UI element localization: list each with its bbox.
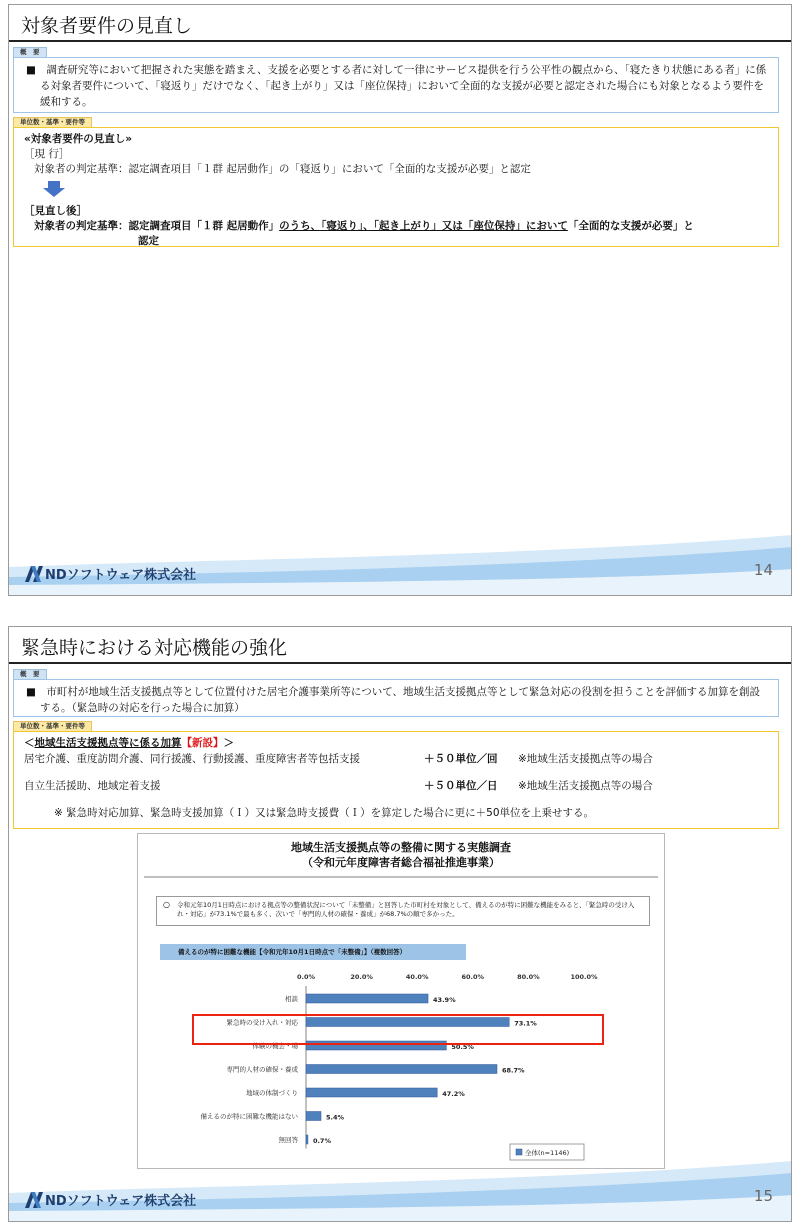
after-text [24, 219, 768, 234]
category-label: 緊急時の受け入れ・対応 [226, 1018, 298, 1027]
x-tick-label: 20.0% [350, 973, 373, 981]
slide-title: 緊急時における対応機能の強化 [21, 637, 288, 659]
x-tick-label: 40.0% [405, 973, 429, 981]
category-label: 相談 [285, 995, 298, 1003]
unit-value: ＋５０単位／回 [424, 753, 498, 765]
value-label: 47.2% [442, 1090, 465, 1098]
condition: ※地域生活支援拠点等の場合 [518, 780, 653, 792]
page-number: 14 [753, 561, 773, 579]
requirements-box [13, 127, 779, 247]
addition-row [24, 779, 768, 794]
gaiyo-tag: 概 要 [13, 47, 47, 58]
bar [306, 1088, 437, 1097]
x-tick-label: 100.0% [570, 973, 598, 981]
logo-text: NDソフトウェア株式会社 [45, 1194, 197, 1209]
bar [306, 1112, 321, 1121]
unit-value: ＋５０単位／日 [424, 780, 498, 792]
service-name: 居宅介護、重度訪問介護、同行援護、行動援護、重度障害者等包括支援 [24, 753, 360, 765]
value-label: 43.9% [433, 996, 456, 1004]
value-label: 73.1% [514, 1019, 537, 1028]
chart-note-box [156, 896, 650, 926]
slide-14 [8, 4, 792, 596]
chart-question-label: 備えるのが特に困難な機能【令和元年10月1日時点で「未整備」】（複数回答） [160, 944, 466, 960]
bar [306, 1135, 308, 1144]
heading-close: ＞ [223, 737, 234, 749]
x-tick-label: 80.0% [517, 973, 540, 981]
chart-note: 令和元年10月1日時点における拠点等の整備状況について「未整備」と回答した市町村を対象として、備えるのが特に困難な機能をみると、「緊急時の受け入れ・対応」が73.1%で最も多く、次いで「専門的人材の確保・養成」が68.7%の順で多かった。 [177, 901, 635, 918]
legend-label: 全体(n=1146) [525, 1149, 570, 1157]
page-number: 15 [753, 1187, 773, 1205]
slide-title: 対象者要件の見直し [21, 15, 193, 37]
survey-chart-card [137, 833, 665, 1169]
requirements-tag: 単位数・基準・要件等 [13, 117, 92, 128]
highlight-box [192, 1014, 604, 1045]
category-label: 体験の機会・場 [252, 1042, 298, 1050]
after-suffix: 「全面的な支援が必要」と [567, 220, 694, 232]
heading-open: ＜ [24, 737, 35, 749]
gaiyo-text: ■ 市町村が地域生活支援拠点等として位置付けた居宅介護事業所等について、地域生活支援拠点等として緊急対応の役割を担うことを評価する加算を創設する。（緊急時の対応を行った場合に加算） [26, 686, 760, 714]
after-line2: 認定 [138, 235, 159, 247]
down-arrow-icon [42, 181, 66, 197]
gaiyo-box [13, 679, 779, 717]
new-badge: 【新設】 [181, 737, 224, 749]
service-name: 自立生活援助、地域定着支援 [24, 780, 161, 792]
legend-swatch [516, 1149, 522, 1155]
requirements-tag: 単位数・基準・要件等 [13, 721, 92, 732]
current-text: 対象者の判定基準：認定調査項目「１群 起居動作」の「寝返り」において「全面的な支援が必要」と認定 [34, 163, 531, 175]
logo-mark-icon [25, 1192, 45, 1208]
value-label: 68.7% [501, 1066, 525, 1075]
gaiyo-tag: 概 要 [13, 669, 47, 680]
chart-separator [144, 876, 658, 878]
after-label: ［見直し後］ [24, 205, 87, 217]
title-rule [9, 662, 791, 664]
value-label: 0.7% [312, 1137, 331, 1145]
gaiyo-text: ■ 調査研究等において把握された実態を踏まえ、支援を必要とする者に対して一律にサービス提供を行う公平性の観点から、「寝たきり状態にある者」に係る対象者要件について、「寝返り」だけでなく、「起き上がり」又は「座位保持」において全面的な支援が必要と認定された場合にも対象となるよう要件を緩和する。 [26, 64, 767, 108]
addition-row [24, 752, 768, 767]
bar-chart [138, 968, 666, 1166]
requirements-box [13, 731, 779, 829]
x-tick-label: 0.0% [296, 973, 316, 981]
category-label: 備えるのが特に困難な機能はない [200, 1112, 298, 1121]
current-label: ［現 行］ [24, 148, 70, 160]
logo-text: NDソフトウェア株式会社 [45, 568, 197, 583]
x-tick-label: 60.0% [461, 973, 485, 981]
bar [306, 994, 428, 1003]
condition: ※地域生活支援拠点等の場合 [518, 753, 653, 765]
slide-15 [8, 626, 792, 1222]
category-label: 専門的人材の確保・養成 [226, 1065, 298, 1074]
note-bullet: ○ [163, 900, 170, 909]
section-heading [24, 736, 768, 751]
category-label: 無回答 [278, 1136, 298, 1144]
chart-subtitle: （令和元年度障害者総合福祉推進事業） [302, 856, 500, 869]
addition-note: ※ 緊急時対応加算、緊急時支援加算（Ｉ）又は緊急時支援費（Ｉ）を算定した場合に更に＋50単位を上乗せする。 [54, 807, 594, 819]
company-logo [25, 564, 196, 583]
gaiyo-box [13, 57, 779, 113]
value-label: 50.5% [451, 1043, 474, 1051]
bar [306, 1065, 497, 1074]
title-rule [9, 40, 791, 42]
chart-title: 地域生活支援拠点等の整備に関する実態調査 [291, 841, 511, 854]
after-prefix: 対象者の判定基準：認定調査項目「１群 起居動作」 [34, 220, 280, 232]
value-label: 5.4% [326, 1113, 345, 1122]
heading-main: 地域生活支援拠点等に係る加算 [34, 737, 182, 749]
logo-mark-icon [25, 566, 45, 582]
company-logo [25, 1190, 196, 1209]
category-label: 地域の体制づくり [246, 1089, 298, 1097]
section-heading: «対象者要件の見直し» [24, 133, 133, 145]
after-underline: のうち、「寝返り」、「起き上がり」又は「座位保持」において [279, 220, 568, 232]
